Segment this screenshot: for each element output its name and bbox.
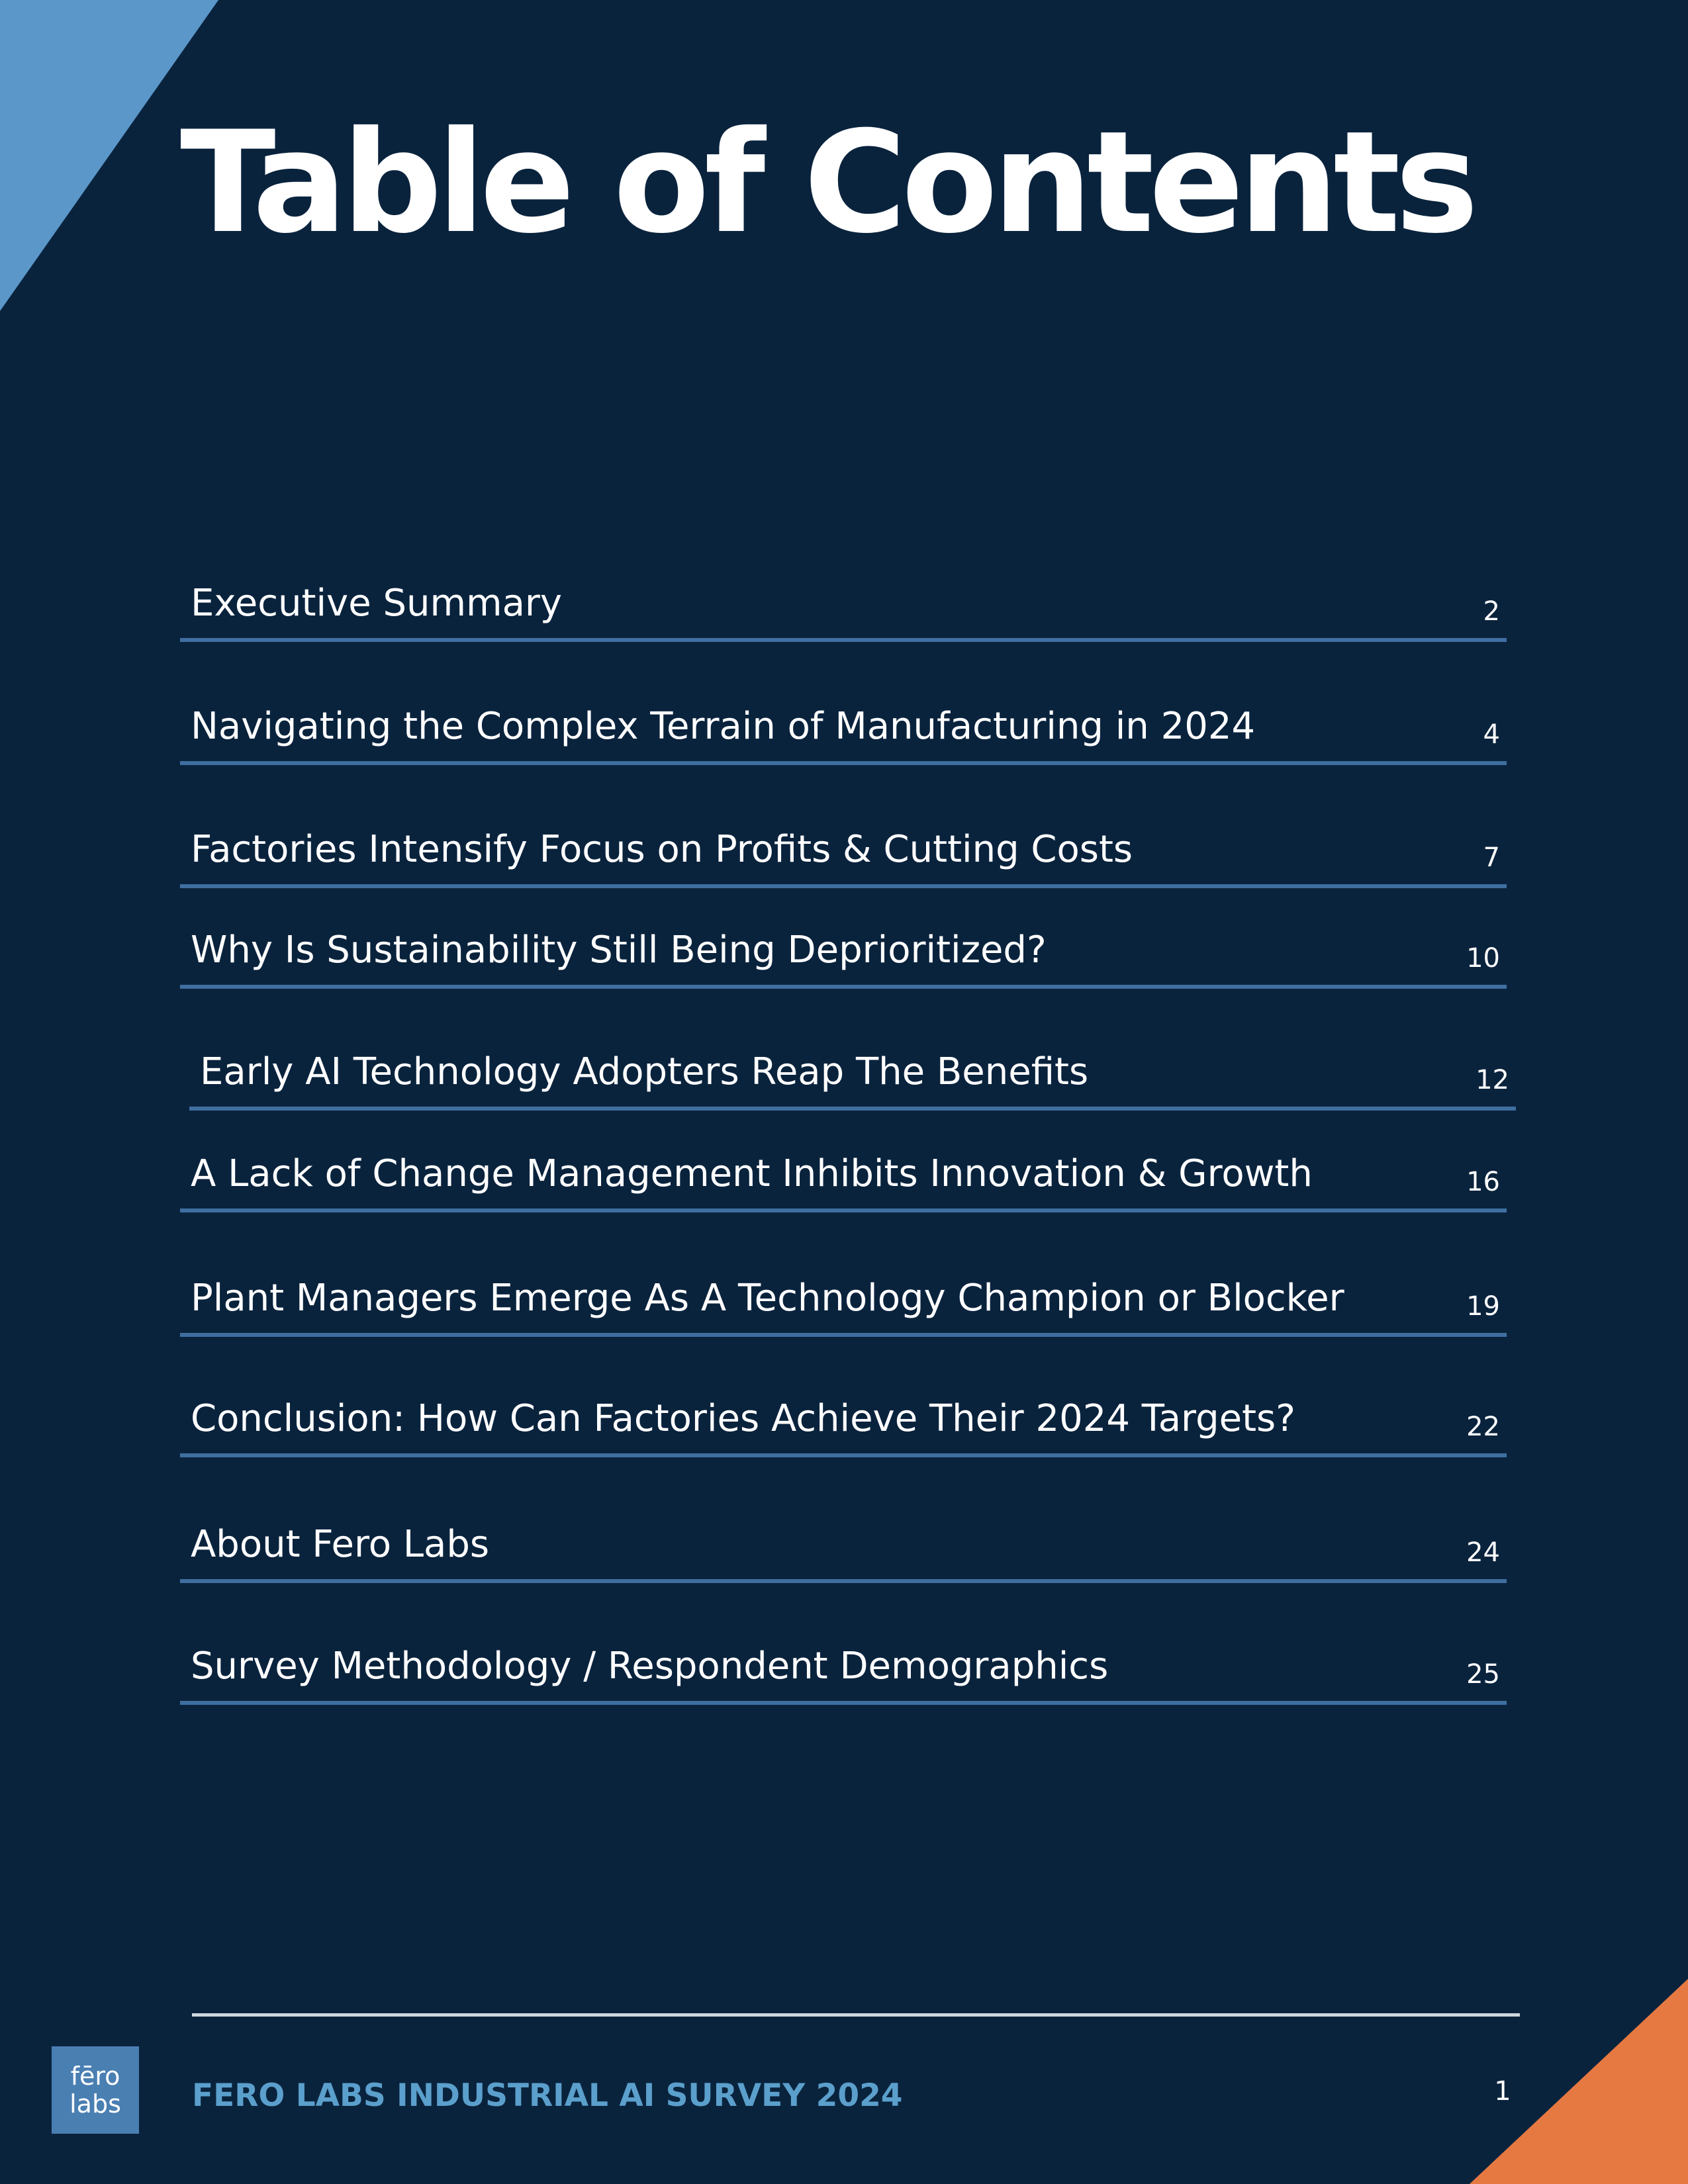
toc-entry-label: A Lack of Change Management Inhibits Innovation & Growth [191,1152,1313,1195]
toc-entry[interactable] [180,563,1507,642]
toc-entry-page-number: 19 [1466,1291,1500,1322]
toc-entry[interactable] [189,1031,1516,1111]
toc-entry[interactable] [180,909,1507,989]
toc-entry-label: Why Is Sustainability Still Being Deprioritized? [191,929,1047,972]
page-title: Table of Contents [180,101,1474,264]
toc-entry-page-number: 7 [1483,842,1500,873]
toc-entry-label: Factories Intensify Focus on Profits & Cutting Costs [191,828,1133,871]
toc-entry-page-number: 4 [1483,719,1500,750]
toc-entry-label: About Fero Labs [191,1523,490,1566]
page-number: 1 [1494,2076,1511,2107]
toc-entry-label: Plant Managers Emerge As A Technology Champion or Blocker [191,1277,1344,1320]
toc-entry-label: Conclusion: How Can Factories Achieve Their 2024 Targets? [191,1397,1295,1440]
toc-entry[interactable] [180,1504,1507,1583]
toc-entry-page-number: 10 [1466,943,1500,974]
fero-labs-logo [52,2046,139,2134]
toc-entry-page-number: 24 [1466,1537,1500,1568]
toc-entry[interactable] [180,1378,1507,1457]
toc-entry-label: Executive Summary [191,582,563,625]
logo-line-fero: fēro [70,2062,120,2091]
toc-entry-label: Survey Methodology / Respondent Demographics [191,1645,1109,1688]
toc-entry[interactable] [180,686,1507,765]
toc-entry[interactable] [180,1133,1507,1212]
toc-entry-page-number: 22 [1466,1412,1500,1442]
publication-title: FERO LABS INDUSTRIAL AI SURVEY 2024 [192,2077,903,2114]
toc-entry[interactable] [180,1257,1507,1337]
table-of-contents [180,0,1507,2184]
toc-entry[interactable] [180,809,1507,888]
toc-entry-label: Navigating the Complex Terrain of Manufacturing in 2024 [191,705,1256,748]
toc-entry-page-number: 12 [1476,1065,1509,1095]
toc-entry[interactable] [180,1625,1507,1705]
footer-divider [192,2013,1520,2017]
toc-entry-page-number: 25 [1466,1659,1500,1690]
toc-entry-page-number: 16 [1466,1167,1500,1197]
toc-entry-label: Early AI Technology Adopters Reap The Benefits [200,1050,1089,1093]
logo-line-labs: labs [70,2089,121,2118]
toc-entry-page-number: 2 [1483,596,1500,627]
